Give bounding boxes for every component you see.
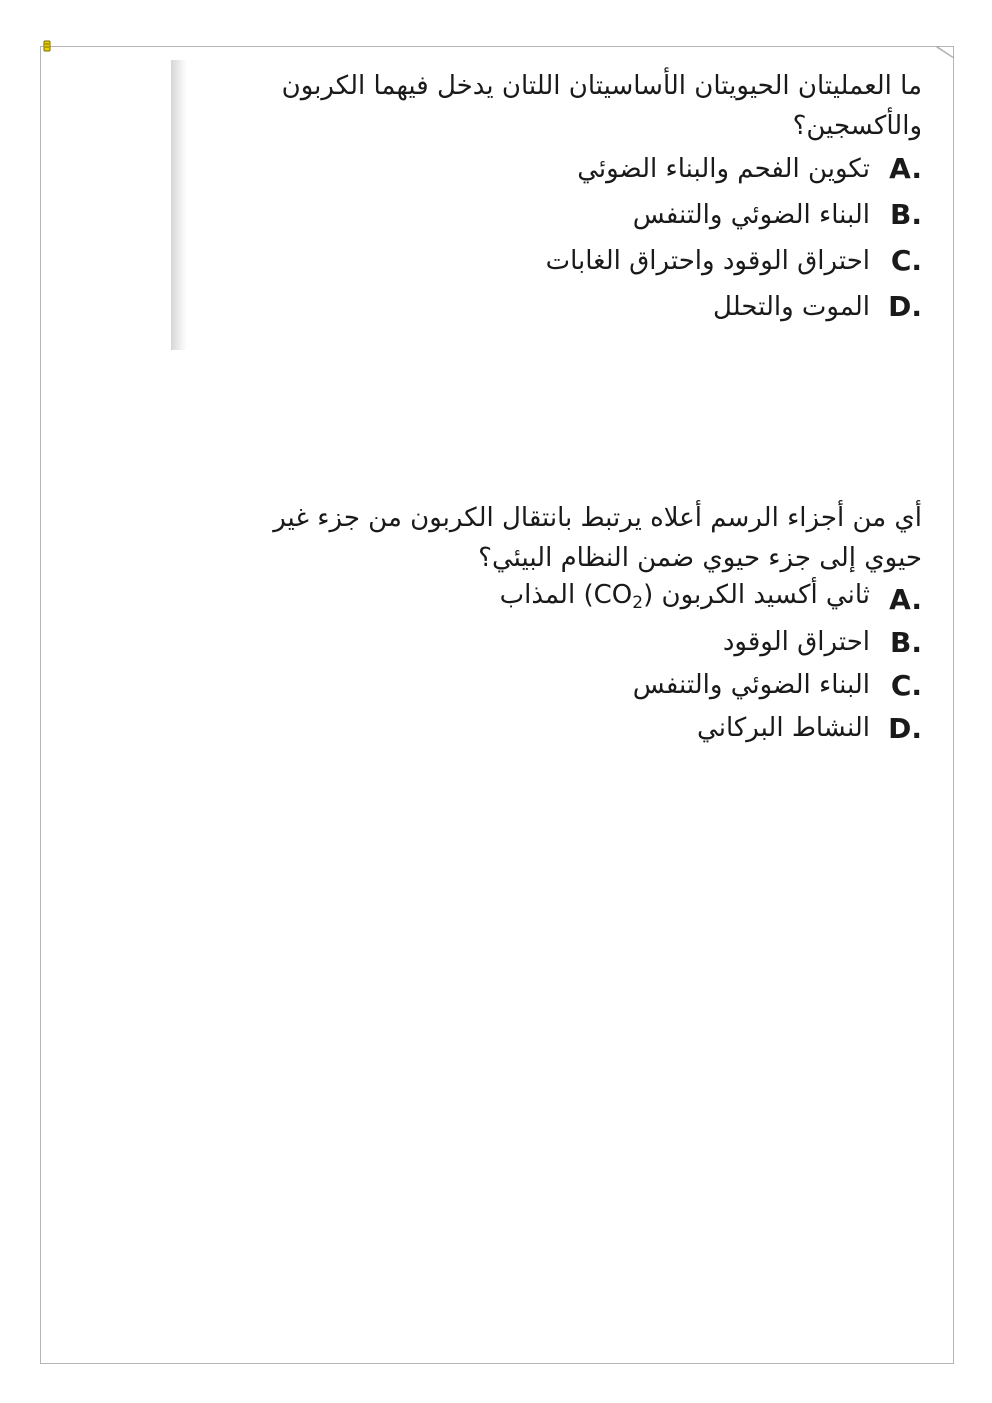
formula-subscript: 2	[632, 593, 644, 613]
option-letter: C.	[890, 244, 922, 277]
question-2-options	[272, 578, 922, 750]
formula-main: CO	[593, 580, 633, 610]
option-text-before: ثاني أكسيد الكربون	[661, 580, 870, 610]
question-2-option-d[interactable]	[272, 707, 922, 750]
option-letter: A.	[889, 583, 922, 616]
question-2	[272, 498, 922, 750]
question-1-option-a[interactable]	[252, 146, 922, 192]
question-1-option-b[interactable]	[252, 192, 922, 238]
page-corner-fold-icon	[936, 46, 954, 58]
option-text: احتراق الوقود	[722, 627, 870, 657]
option-letter: C.	[890, 669, 922, 702]
option-text: الموت والتحلل	[713, 292, 870, 322]
question-2-option-b[interactable]	[272, 621, 922, 664]
option-text: البناء الضوئي والتنفس	[632, 670, 870, 700]
co2-formula: $(CO_2)$	[583, 580, 654, 613]
option-letter: A.	[889, 152, 922, 185]
question-2-stem: أي من أجزاء الرسم أعلاه يرتبط بانتقال الكربون من جزء غير حيوي إلى جزء حيوي ضمن النظام البيئي؟	[273, 503, 922, 573]
option-letter: D.	[888, 712, 922, 745]
question-2-option-c[interactable]	[272, 664, 922, 707]
question-1-options	[252, 146, 922, 330]
question-1-stem: ما العمليتان الحيويتان الأساسيتان اللتان يدخل فيهما الكربون والأكسجين؟	[281, 71, 922, 141]
option-text: النشاط البركاني	[697, 713, 870, 743]
question-1-option-d[interactable]	[252, 284, 922, 330]
question-1	[252, 66, 922, 330]
question-2-option-a[interactable]	[272, 578, 922, 621]
margin-shade	[171, 60, 187, 350]
option-letter: B.	[890, 626, 922, 659]
option-text: البناء الضوئي والتنفس	[632, 200, 870, 230]
option-text: تكوين الفحم والبناء الضوئي	[577, 154, 870, 184]
anchor-icon	[42, 40, 52, 52]
question-1-option-c[interactable]	[252, 238, 922, 284]
option-text	[500, 574, 870, 625]
option-text-after: المذاب	[499, 580, 576, 610]
option-letter: D.	[888, 290, 922, 323]
option-text: احتراق الوقود واحتراق الغابات	[545, 246, 870, 276]
option-letter: B.	[890, 198, 922, 231]
